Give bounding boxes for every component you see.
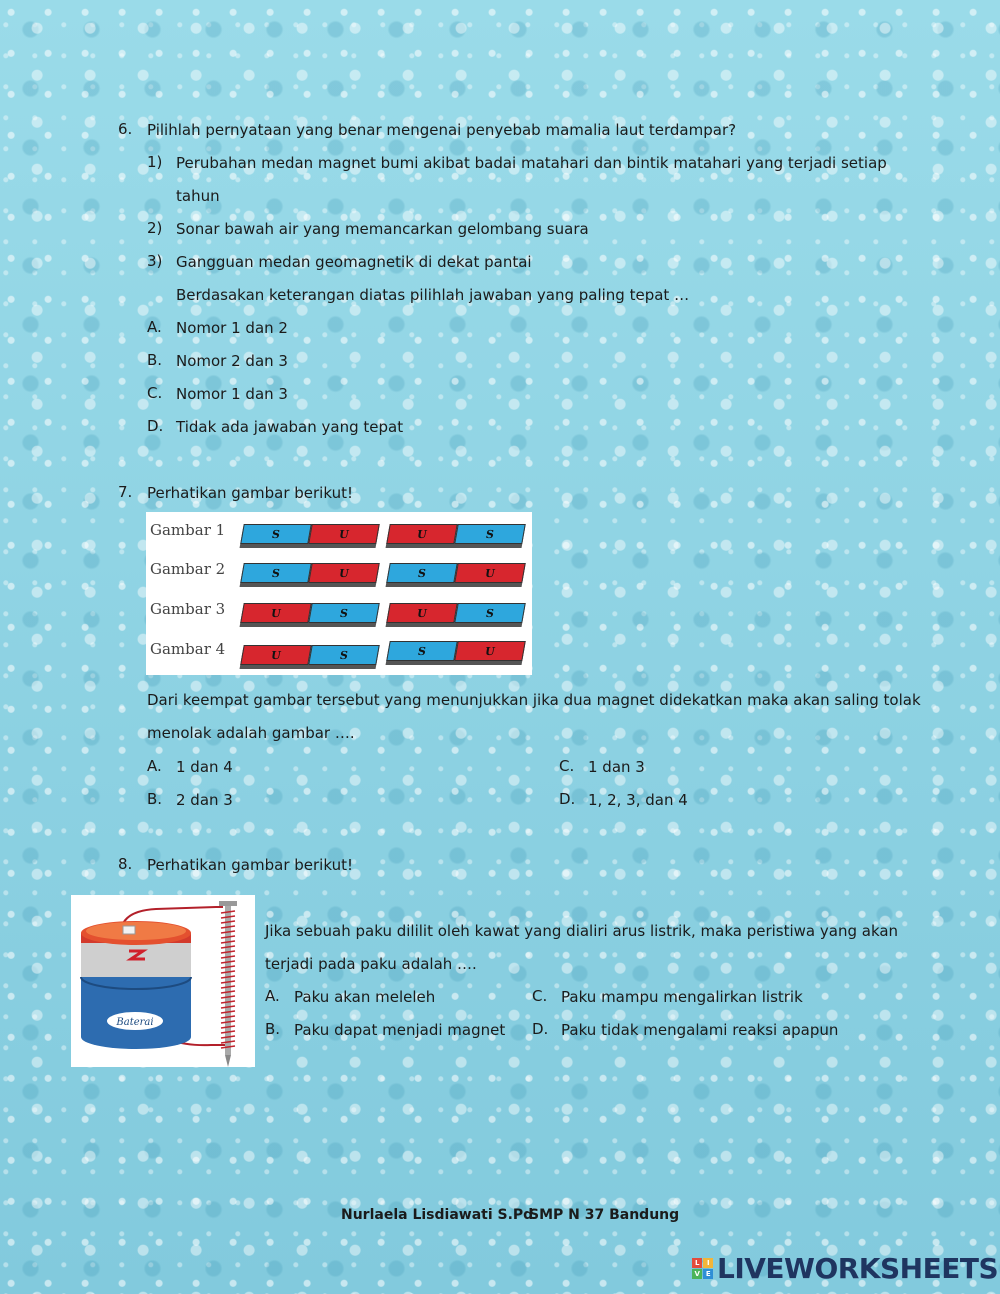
logo-letter: V (692, 1269, 702, 1279)
magnet-pole: U (240, 645, 312, 665)
coil-turn (221, 981, 235, 983)
magnet-bar (386, 641, 526, 661)
magnet-pole: U (454, 641, 526, 661)
q7-prompt: Dari keempat gambar tersebut yang menunjukkan jika dua magnet didekatkan maka akan saling tolak (147, 691, 921, 709)
q8-option-c[interactable]: Paku mampu mengalirkan listrik (561, 988, 803, 1006)
liveworksheets-brand[interactable] (692, 1252, 998, 1285)
q7-option-a[interactable]: 1 dan 4 (176, 758, 233, 776)
q7-prompt-continued: menolak adalah gambar …. (147, 724, 355, 742)
magnet-pole: S (240, 563, 312, 583)
magnet-bar (386, 524, 526, 544)
coil-turn (221, 1011, 235, 1013)
magnet-pole: U (454, 563, 526, 583)
q7-option-a-letter: A. (147, 757, 162, 775)
coil-turn (221, 956, 235, 958)
magnet-bar (386, 603, 526, 623)
logo-letter: I (703, 1258, 713, 1268)
q6-option-b[interactable]: Nomor 2 dan 3 (176, 352, 288, 370)
magnet-pole: U (308, 524, 380, 544)
liveworksheets-logo-icon (692, 1258, 713, 1279)
q6-option-a[interactable]: Nomor 1 dan 2 (176, 319, 288, 337)
q6-item-2-text: Sonar bawah air yang memancarkan gelombang suara (176, 220, 589, 238)
q6-question: Pilihlah pernyataan yang benar mengenai penyebab mamalia laut terdampar? (147, 121, 737, 139)
q6-option-b-letter: B. (147, 351, 163, 369)
coil-turn (221, 1016, 235, 1018)
magnet-bar (240, 563, 380, 583)
magnet-pole: S (386, 641, 458, 661)
magnet-pole: S (454, 524, 526, 544)
coil-turn (221, 936, 235, 938)
logo-letter: E (703, 1269, 713, 1279)
q6-item-1-number: 1) (147, 153, 163, 171)
magnet-pole: U (308, 563, 380, 583)
coil-turn (221, 991, 235, 993)
q6-option-c[interactable]: Nomor 1 dan 3 (176, 385, 288, 403)
magnet-pole: S (386, 563, 458, 583)
magnet-pole: S (308, 603, 380, 623)
coil-turn (221, 1036, 235, 1038)
q6-instruction: Berdasakan keterangan diatas pilihlah jawaban yang paling tepat … (176, 286, 690, 304)
battery-terminal (123, 926, 135, 934)
magnet-row-label: Gambar 2 (150, 560, 226, 578)
q7-option-d[interactable]: 1, 2, 3, dan 4 (588, 791, 688, 809)
logo-letter: L (692, 1258, 702, 1268)
magnet-bar (386, 563, 526, 583)
coil-turn (221, 931, 235, 933)
coil-turn (221, 966, 235, 968)
q8-number: 8. (118, 855, 133, 873)
q7-option-c[interactable]: 1 dan 3 (588, 758, 645, 776)
q8-option-d[interactable]: Paku tidak mengalami reaksi apapun (561, 1021, 839, 1039)
magnet-pole: S (240, 524, 312, 544)
brand-name: LIVEWORKSHEETS (717, 1252, 999, 1285)
q7-number: 7. (118, 483, 133, 501)
q6-option-c-letter: C. (147, 384, 163, 402)
q6-number: 6. (118, 120, 133, 138)
q8-question: Perhatikan gambar berikut! (147, 856, 353, 874)
q6-item-3-number: 3) (147, 252, 163, 270)
coil-turn (221, 946, 235, 948)
q6-option-d[interactable]: Tidak ada jawaban yang tepat (176, 418, 404, 436)
coil-turn (221, 1026, 235, 1028)
q8-prompt: Jika sebuah paku dililit oleh kawat yang dialiri arus listrik, maka peristiwa yang akan (265, 922, 899, 940)
coil-turn (221, 1031, 235, 1033)
nail-head (219, 901, 237, 906)
q8-option-a[interactable]: Paku akan meleleh (294, 988, 436, 1006)
magnet-bar (240, 524, 380, 544)
coil-turn (221, 1006, 235, 1008)
magnet-pole: S (454, 603, 526, 623)
footer-school: SMP N 37 Bandung (529, 1207, 680, 1223)
magnet-pole: U (386, 603, 458, 623)
q7-question: Perhatikan gambar berikut! (147, 484, 353, 502)
magnet-row-label: Gambar 1 (150, 521, 226, 539)
battery-label: Baterai (116, 1017, 154, 1028)
q7-option-b[interactable]: 2 dan 3 (176, 791, 233, 809)
coil-turn (221, 1041, 235, 1043)
coil-turn (221, 951, 235, 953)
magnet-bar (240, 603, 380, 623)
magnet-row-label: Gambar 4 (150, 640, 226, 658)
coil-turn (221, 1046, 235, 1048)
magnet-bar (240, 645, 380, 665)
coil-turn (221, 1021, 235, 1023)
coil-turn (221, 1001, 235, 1003)
q7-option-c-letter: C. (559, 757, 575, 775)
q8-prompt-continued: terjadi pada paku adalah …. (265, 955, 477, 973)
magnet-figure (146, 512, 532, 675)
magnet-row-label: Gambar 3 (150, 600, 226, 618)
q6-item-2-number: 2) (147, 219, 163, 237)
coil-turn (221, 971, 235, 973)
coil-turn (221, 996, 235, 998)
magnet-pole: S (308, 645, 380, 665)
q8-option-a-letter: A. (265, 987, 280, 1005)
footer-author: Nurlaela Lisdiawati S.Pd (341, 1207, 534, 1223)
magnet-pole: U (386, 524, 458, 544)
battery-nail-figure (71, 895, 255, 1067)
coil-turn (221, 911, 235, 913)
battery-cap-top (86, 922, 186, 940)
nail-tip (225, 1055, 231, 1067)
q6-item-1-continued: tahun (176, 187, 220, 205)
coil-turn (221, 961, 235, 963)
q8-option-c-letter: C. (532, 987, 548, 1005)
q6-option-d-letter: D. (147, 417, 164, 435)
coil-turn (221, 941, 235, 943)
q6-item-1-text: Perubahan medan magnet bumi akibat badai matahari dan bintik matahari yang terjadi setiap (176, 154, 887, 172)
coil-turn (221, 976, 235, 978)
q6-item-3-text: Gangguan medan geomagnetik di dekat pantai (176, 253, 532, 271)
coil-turn (221, 916, 235, 918)
coil-turn (221, 921, 235, 923)
coil-turn (221, 986, 235, 988)
q8-option-b[interactable]: Paku dapat menjadi magnet (294, 1021, 506, 1039)
q7-option-d-letter: D. (559, 790, 576, 808)
coil-turn (221, 926, 235, 928)
q6-option-a-letter: A. (147, 318, 162, 336)
q7-option-b-letter: B. (147, 790, 163, 808)
q8-option-b-letter: B. (265, 1020, 281, 1038)
q8-option-d-letter: D. (532, 1020, 549, 1038)
magnet-pole: U (240, 603, 312, 623)
battery-illustration (71, 895, 255, 1067)
